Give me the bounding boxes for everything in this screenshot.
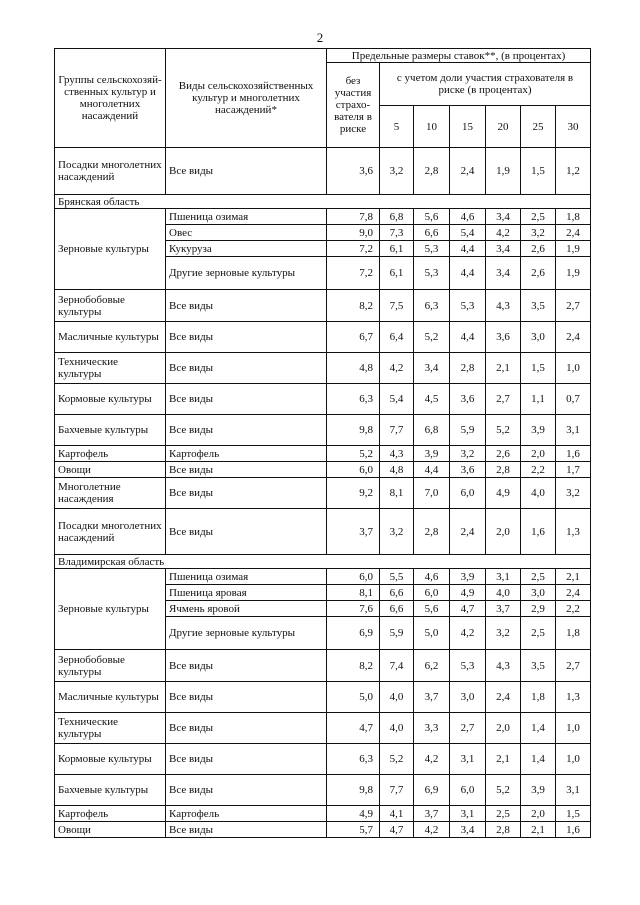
crop-type: Все виды — [166, 822, 327, 838]
rate-share-25: 2,9 — [521, 601, 556, 617]
rate-share-20: 4,3 — [486, 650, 521, 682]
rate-share-25: 3,2 — [521, 225, 556, 241]
rate-share-20: 3,4 — [486, 257, 521, 290]
crop-group: Бахчевые культуры — [55, 775, 166, 806]
crop-group: Зернобобовые культуры — [55, 290, 166, 322]
crop-type: Все виды — [166, 290, 327, 322]
rate-share-15: 4,4 — [450, 257, 486, 290]
rate-share-30: 1,8 — [556, 209, 591, 225]
rate-share-15: 4,6 — [450, 209, 486, 225]
rate-share-20: 2,5 — [486, 806, 521, 822]
rate-share-20: 3,2 — [486, 617, 521, 650]
rate-share-15: 5,3 — [450, 290, 486, 322]
crop-type: Все виды — [166, 384, 327, 415]
rate-no-participation: 9,8 — [327, 775, 380, 806]
rate-no-participation: 3,7 — [327, 509, 380, 555]
rate-share-5: 3,2 — [380, 509, 414, 555]
rate-share-20: 4,0 — [486, 585, 521, 601]
rate-share-20: 2,1 — [486, 353, 521, 384]
rate-share-25: 3,0 — [521, 585, 556, 601]
rate-share-30: 1,0 — [556, 713, 591, 744]
table-row — [55, 148, 591, 195]
rate-no-participation: 7,8 — [327, 209, 380, 225]
table-row — [55, 822, 591, 838]
rate-share-5: 6,1 — [380, 257, 414, 290]
rate-share-25: 2,5 — [521, 569, 556, 585]
rate-share-15: 3,6 — [450, 384, 486, 415]
rate-share-5: 7,7 — [380, 775, 414, 806]
rate-share-30: 1,0 — [556, 744, 591, 775]
rate-share-25: 3,0 — [521, 322, 556, 353]
rate-share-30: 2,7 — [556, 650, 591, 682]
rate-share-25: 2,6 — [521, 241, 556, 257]
rate-share-25: 3,5 — [521, 290, 556, 322]
rate-share-15: 3,4 — [450, 822, 486, 838]
rate-share-5: 6,1 — [380, 241, 414, 257]
rate-share-5: 5,2 — [380, 744, 414, 775]
table-row — [55, 209, 591, 225]
rate-share-5: 4,0 — [380, 682, 414, 713]
region-name: Владимирская область — [55, 555, 591, 569]
rate-share-10: 3,3 — [414, 713, 450, 744]
rate-share-10: 5,3 — [414, 241, 450, 257]
rate-share-15: 4,7 — [450, 601, 486, 617]
rate-no-participation: 8,1 — [327, 585, 380, 601]
rate-share-15: 6,0 — [450, 775, 486, 806]
rate-share-20: 2,0 — [486, 509, 521, 555]
rate-no-participation: 8,2 — [327, 650, 380, 682]
crop-group: Многолетние насаждения — [55, 478, 166, 509]
rate-share-15: 4,4 — [450, 241, 486, 257]
rate-share-15: 5,9 — [450, 415, 486, 446]
rate-share-30: 3,2 — [556, 478, 591, 509]
rate-share-20: 5,2 — [486, 775, 521, 806]
rate-share-5: 3,2 — [380, 148, 414, 195]
rate-share-30: 1,6 — [556, 446, 591, 462]
rate-share-30: 1,2 — [556, 148, 591, 195]
rate-no-participation: 3,6 — [327, 148, 380, 195]
crop-group: Посадки многолетних насаждений — [55, 509, 166, 555]
rate-share-25: 1,5 — [521, 353, 556, 384]
rate-no-participation: 7,6 — [327, 601, 380, 617]
rate-share-30: 1,6 — [556, 822, 591, 838]
rate-share-20: 2,8 — [486, 822, 521, 838]
rate-no-participation: 6,3 — [327, 744, 380, 775]
crop-group: Масличные культуры — [55, 322, 166, 353]
rate-share-10: 4,4 — [414, 462, 450, 478]
region-row — [55, 195, 591, 209]
rate-share-15: 2,8 — [450, 353, 486, 384]
rate-no-participation: 6,3 — [327, 384, 380, 415]
rate-share-10: 6,2 — [414, 650, 450, 682]
crop-type: Овес — [166, 225, 327, 241]
rate-share-15: 5,4 — [450, 225, 486, 241]
rate-no-participation: 9,8 — [327, 415, 380, 446]
rate-share-10: 3,4 — [414, 353, 450, 384]
rate-share-5: 6,4 — [380, 322, 414, 353]
rate-share-15: 4,9 — [450, 585, 486, 601]
rate-share-10: 3,7 — [414, 806, 450, 822]
rate-no-participation: 4,8 — [327, 353, 380, 384]
table-row — [55, 569, 591, 585]
rate-share-20: 2,4 — [486, 682, 521, 713]
rate-share-25: 2,2 — [521, 462, 556, 478]
rate-share-15: 2,4 — [450, 509, 486, 555]
rate-share-25: 3,9 — [521, 775, 556, 806]
rate-share-25: 1,4 — [521, 713, 556, 744]
crop-group: Кормовые культуры — [55, 744, 166, 775]
rate-share-25: 2,5 — [521, 617, 556, 650]
rate-share-5: 4,7 — [380, 822, 414, 838]
rate-share-30: 3,1 — [556, 415, 591, 446]
rate-share-5: 8,1 — [380, 478, 414, 509]
rate-share-20: 3,7 — [486, 601, 521, 617]
crop-group: Технические культуры — [55, 353, 166, 384]
rate-share-10: 5,2 — [414, 322, 450, 353]
table-row — [55, 650, 591, 682]
header-share-10: 10 — [414, 106, 450, 148]
header-share-15: 15 — [450, 106, 486, 148]
rate-no-participation: 6,0 — [327, 462, 380, 478]
crop-group: Бахчевые культуры — [55, 415, 166, 446]
rate-no-participation: 4,7 — [327, 713, 380, 744]
rate-share-5: 7,5 — [380, 290, 414, 322]
crop-type: Все виды — [166, 415, 327, 446]
header-share-30: 30 — [556, 106, 591, 148]
rate-share-25: 2,5 — [521, 209, 556, 225]
rate-share-15: 3,6 — [450, 462, 486, 478]
rate-share-20: 1,9 — [486, 148, 521, 195]
rate-share-10: 6,3 — [414, 290, 450, 322]
crop-type: Все виды — [166, 353, 327, 384]
table-row — [55, 713, 591, 744]
crop-group: Картофель — [55, 806, 166, 822]
rate-share-30: 2,4 — [556, 225, 591, 241]
rate-share-25: 1,4 — [521, 744, 556, 775]
rate-share-25: 2,0 — [521, 446, 556, 462]
header-no-participation: без участия страхо-вателя в риске — [327, 63, 380, 148]
crop-group: Зернобобовые культуры — [55, 650, 166, 682]
rate-share-5: 6,8 — [380, 209, 414, 225]
rate-share-15: 2,4 — [450, 148, 486, 195]
rate-share-15: 3,1 — [450, 806, 486, 822]
crop-type: Пшеница озимая — [166, 569, 327, 585]
rate-share-20: 4,2 — [486, 225, 521, 241]
rate-no-participation: 9,0 — [327, 225, 380, 241]
rate-share-5: 6,6 — [380, 601, 414, 617]
header-with-share: с учетом доли участия страхователя в риске (в процентах) — [380, 63, 591, 106]
rate-share-15: 5,3 — [450, 650, 486, 682]
rate-share-20: 2,7 — [486, 384, 521, 415]
rate-share-30: 0,7 — [556, 384, 591, 415]
crop-type: Пшеница озимая — [166, 209, 327, 225]
rate-no-participation: 7,2 — [327, 257, 380, 290]
rate-share-10: 6,6 — [414, 225, 450, 241]
crop-group: Овощи — [55, 462, 166, 478]
rate-no-participation: 7,2 — [327, 241, 380, 257]
rate-share-10: 4,5 — [414, 384, 450, 415]
rate-share-30: 2,4 — [556, 585, 591, 601]
crop-type: Все виды — [166, 478, 327, 509]
rate-share-10: 5,6 — [414, 601, 450, 617]
rate-share-5: 5,9 — [380, 617, 414, 650]
rate-share-20: 3,6 — [486, 322, 521, 353]
rate-share-15: 4,4 — [450, 322, 486, 353]
rate-share-10: 7,0 — [414, 478, 450, 509]
crop-group: Овощи — [55, 822, 166, 838]
crop-type: Картофель — [166, 806, 327, 822]
rate-share-25: 1,1 — [521, 384, 556, 415]
rate-share-30: 1,5 — [556, 806, 591, 822]
rate-share-20: 2,6 — [486, 446, 521, 462]
header-share-25: 25 — [521, 106, 556, 148]
crop-type: Ячмень яровой — [166, 601, 327, 617]
crop-type: Картофель — [166, 446, 327, 462]
rate-share-10: 2,8 — [414, 148, 450, 195]
rate-share-15: 3,1 — [450, 744, 486, 775]
crop-type: Все виды — [166, 713, 327, 744]
rate-share-25: 1,6 — [521, 509, 556, 555]
rate-share-5: 5,5 — [380, 569, 414, 585]
rate-share-20: 2,1 — [486, 744, 521, 775]
rate-share-30: 2,1 — [556, 569, 591, 585]
rate-share-25: 3,5 — [521, 650, 556, 682]
crop-type: Все виды — [166, 322, 327, 353]
table-row — [55, 290, 591, 322]
rate-share-30: 1,3 — [556, 509, 591, 555]
rate-share-30: 1,7 — [556, 462, 591, 478]
rate-share-5: 4,3 — [380, 446, 414, 462]
table-row — [55, 682, 591, 713]
crop-type: Все виды — [166, 682, 327, 713]
rate-share-25: 1,8 — [521, 682, 556, 713]
crop-type: Все виды — [166, 509, 327, 555]
rate-share-15: 3,9 — [450, 569, 486, 585]
rate-no-participation: 5,0 — [327, 682, 380, 713]
crop-group: Кормовые культуры — [55, 384, 166, 415]
rate-share-20: 5,2 — [486, 415, 521, 446]
table-row — [55, 446, 591, 462]
table-body — [55, 148, 591, 838]
rate-share-30: 1,3 — [556, 682, 591, 713]
rate-share-10: 2,8 — [414, 509, 450, 555]
crop-type: Другие зерновые культуры — [166, 617, 327, 650]
rate-no-participation: 6,7 — [327, 322, 380, 353]
header-share-5: 5 — [380, 106, 414, 148]
rate-share-10: 6,9 — [414, 775, 450, 806]
rate-share-30: 1,8 — [556, 617, 591, 650]
table-row — [55, 806, 591, 822]
crop-type: Все виды — [166, 148, 327, 195]
rate-share-5: 4,8 — [380, 462, 414, 478]
crop-group: Зерновые культуры — [55, 569, 166, 650]
page-number: 2 — [316, 30, 324, 45]
rate-share-10: 5,3 — [414, 257, 450, 290]
rate-share-5: 7,3 — [380, 225, 414, 241]
rate-share-25: 2,6 — [521, 257, 556, 290]
table-row — [55, 744, 591, 775]
rate-share-15: 4,2 — [450, 617, 486, 650]
rate-no-participation: 5,7 — [327, 822, 380, 838]
rate-share-10: 4,2 — [414, 822, 450, 838]
rate-share-20: 2,8 — [486, 462, 521, 478]
table-row — [55, 478, 591, 509]
rate-no-participation: 5,2 — [327, 446, 380, 462]
rate-share-15: 3,0 — [450, 682, 486, 713]
crop-group: Картофель — [55, 446, 166, 462]
table-row — [55, 509, 591, 555]
rate-share-30: 2,4 — [556, 322, 591, 353]
rate-no-participation: 6,0 — [327, 569, 380, 585]
rate-share-30: 2,7 — [556, 290, 591, 322]
crop-type: Все виды — [166, 462, 327, 478]
table-row — [55, 322, 591, 353]
header-limits: Предельные размеры ставок**, (в процентах) — [327, 49, 591, 63]
rate-share-10: 3,7 — [414, 682, 450, 713]
rate-no-participation: 8,2 — [327, 290, 380, 322]
table-row — [55, 353, 591, 384]
crop-group: Технические культуры — [55, 713, 166, 744]
rate-share-10: 5,6 — [414, 209, 450, 225]
rate-share-10: 5,0 — [414, 617, 450, 650]
rate-share-5: 4,0 — [380, 713, 414, 744]
crop-type: Пшеница яровая — [166, 585, 327, 601]
rate-share-15: 3,2 — [450, 446, 486, 462]
table-row — [55, 415, 591, 446]
crop-type: Все виды — [166, 744, 327, 775]
rate-share-10: 4,6 — [414, 569, 450, 585]
rate-share-30: 1,9 — [556, 241, 591, 257]
rate-share-30: 2,2 — [556, 601, 591, 617]
rate-share-10: 3,9 — [414, 446, 450, 462]
rate-table — [54, 48, 591, 838]
crop-group: Зерновые культуры — [55, 209, 166, 290]
header-type: Виды сельскохозяйственных культур и многолетних насаждений* — [166, 49, 327, 148]
rate-share-5: 7,4 — [380, 650, 414, 682]
rate-share-20: 3,4 — [486, 241, 521, 257]
crop-group: Посадки многолетних насаждений — [55, 148, 166, 195]
rate-share-10: 6,0 — [414, 585, 450, 601]
rate-share-20: 4,9 — [486, 478, 521, 509]
rate-share-5: 4,1 — [380, 806, 414, 822]
rate-share-30: 3,1 — [556, 775, 591, 806]
crop-type: Кукуруза — [166, 241, 327, 257]
rate-share-5: 4,2 — [380, 353, 414, 384]
rate-share-30: 1,0 — [556, 353, 591, 384]
rate-share-20: 4,3 — [486, 290, 521, 322]
rate-share-10: 4,2 — [414, 744, 450, 775]
rate-share-25: 2,1 — [521, 822, 556, 838]
header-group: Группы сельскохозяй-ственных культур и многолетних насаждений — [55, 49, 166, 148]
table-row — [55, 384, 591, 415]
crop-group: Масличные культуры — [55, 682, 166, 713]
rate-share-5: 7,7 — [380, 415, 414, 446]
rate-share-20: 3,4 — [486, 209, 521, 225]
rate-share-15: 6,0 — [450, 478, 486, 509]
rate-share-15: 2,7 — [450, 713, 486, 744]
crop-type: Другие зерновые культуры — [166, 257, 327, 290]
rate-share-20: 2,0 — [486, 713, 521, 744]
rate-share-30: 1,9 — [556, 257, 591, 290]
rate-share-25: 4,0 — [521, 478, 556, 509]
rate-no-participation: 4,9 — [327, 806, 380, 822]
rate-share-5: 5,4 — [380, 384, 414, 415]
rate-share-25: 3,9 — [521, 415, 556, 446]
rate-share-5: 6,6 — [380, 585, 414, 601]
crop-type: Все виды — [166, 775, 327, 806]
header-share-20: 20 — [486, 106, 521, 148]
rate-no-participation: 9,2 — [327, 478, 380, 509]
rate-no-participation: 6,9 — [327, 617, 380, 650]
crop-type: Все виды — [166, 650, 327, 682]
rate-share-25: 2,0 — [521, 806, 556, 822]
region-row — [55, 555, 591, 569]
rate-share-10: 6,8 — [414, 415, 450, 446]
rate-share-20: 3,1 — [486, 569, 521, 585]
rate-share-25: 1,5 — [521, 148, 556, 195]
table-row — [55, 775, 591, 806]
region-name: Брянская область — [55, 195, 591, 209]
table-row — [55, 462, 591, 478]
